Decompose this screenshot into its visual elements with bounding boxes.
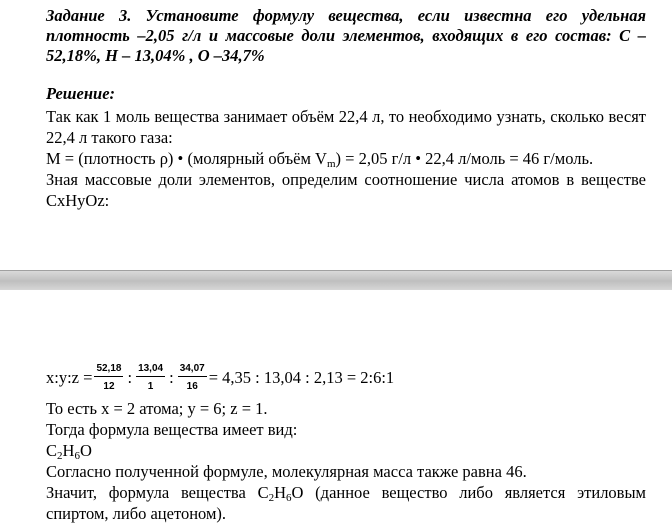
atom-ratio-equation — [46, 358, 394, 398]
fraction-oxygen-numerator: 34,07 — [178, 363, 207, 377]
molar-mass-formula — [46, 148, 646, 169]
fraction-carbon-numerator: 52,18 — [94, 363, 123, 377]
page-separator — [0, 270, 672, 292]
fraction-oxygen-denominator: 16 — [186, 381, 198, 392]
molecular-formula — [46, 440, 646, 461]
fraction-hydrogen — [136, 363, 165, 393]
fraction-carbon — [94, 363, 123, 393]
molar-mass-formula-start: M = (плотность ρ) • (молярный объём V — [46, 149, 327, 168]
ratio-colon: : — [127, 368, 133, 387]
ratio-prefix: x:y:z = — [46, 368, 93, 387]
fraction-hydrogen-denominator: 1 — [147, 381, 154, 392]
conclusion-line-5-start: Значит, формула вещества C — [46, 483, 269, 502]
solution-paragraph-2: Зная массовые доли элементов, определим соотношение числа атомов в веществе CxHyOz: — [46, 170, 646, 210]
formula-hydrogen: H — [274, 483, 287, 502]
conclusion-line-1: То есть x = 2 атома; y = 6; z = 1. — [46, 399, 268, 418]
conclusion-line-4: Согласно полученной формуле, молекулярная масса также равна 46. — [46, 462, 527, 481]
formula-oxygen: O — [79, 441, 92, 460]
conclusion-line-5-end: O (данное вещество либо является этиловым спиртом, либо ацетоном). — [46, 483, 646, 523]
formula-carbon: C — [46, 441, 58, 460]
conclusion-line-2: Тогда формула вещества имеет вид: — [46, 420, 298, 439]
formula-hydrogen-index: 6 — [74, 450, 80, 462]
formula-hydrogen: H — [62, 441, 75, 460]
solution-paragraph-1: Так как 1 моль вещества занимает объём 22,4 л, то необходимо узнать, сколько весят 22,4 л такого газа: — [46, 107, 646, 147]
solution-heading: Решение: — [46, 84, 116, 103]
molar-volume-subscript: m — [326, 158, 336, 170]
formula-carbon-index: 2 — [57, 450, 63, 462]
formula-carbon-index: 2 — [268, 492, 275, 504]
fraction-carbon-denominator: 12 — [103, 381, 115, 392]
conclusion-line-5 — [46, 482, 646, 524]
ratio-colon: : — [169, 368, 174, 387]
task-statement: Задание 3. Установите формулу вещества, если известна его удельная плотность –2,05 г/л и массовые доли элементов, входящих в его состав: С – 52,18%, Н – 13,04% , О –34,7% — [46, 6, 646, 65]
fraction-hydrogen-numerator: 13,04 — [136, 363, 165, 377]
formula-hydrogen-index: 6 — [286, 492, 292, 504]
fraction-oxygen — [178, 363, 207, 393]
molar-mass-formula-end: ) = 2,05 г/л • 22,4 л/моль = 46 г/моль. — [335, 149, 594, 168]
ratio-result: = 4,35 : 13,04 : 2,13 = 2:6:1 — [208, 368, 395, 387]
